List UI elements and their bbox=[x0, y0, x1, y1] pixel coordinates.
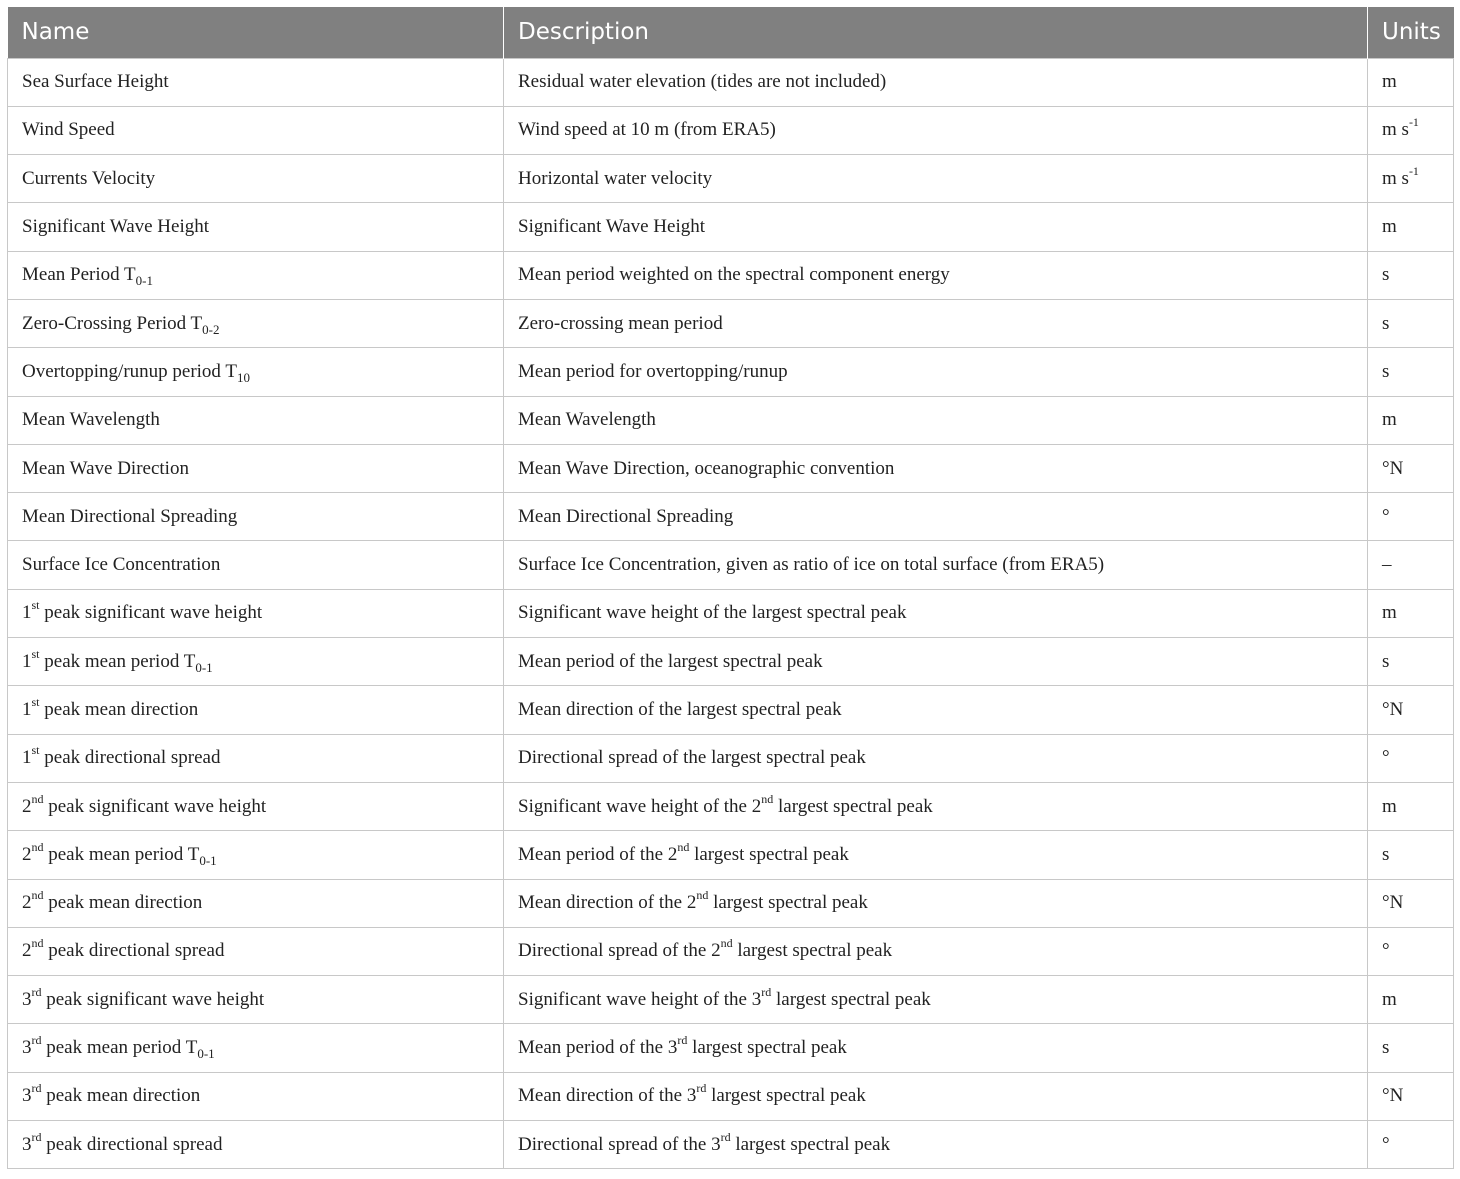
superscript: nd bbox=[720, 936, 733, 951]
cell-description bbox=[504, 734, 1368, 782]
text-segment: Significant wave height of the 3 bbox=[518, 988, 762, 1010]
cell-units bbox=[1368, 58, 1454, 106]
text-segment: s bbox=[1382, 312, 1390, 334]
cell-name bbox=[8, 251, 504, 299]
cell-units bbox=[1368, 251, 1454, 299]
text-segment: Directional spread of the 3 bbox=[518, 1133, 721, 1155]
text-segment: 3 bbox=[22, 988, 32, 1010]
text-segment: peak significant wave height bbox=[43, 795, 267, 817]
text-segment: largest spectral peak bbox=[773, 795, 933, 817]
text-segment: 3 bbox=[22, 1085, 32, 1107]
superscript: rd bbox=[31, 1129, 42, 1144]
superscript: rd bbox=[31, 1033, 42, 1048]
text-segment: largest spectral peak bbox=[687, 1037, 847, 1059]
superscript: nd bbox=[696, 888, 709, 903]
superscript: nd bbox=[31, 888, 44, 903]
text-segment: – bbox=[1382, 554, 1392, 576]
table-row bbox=[8, 927, 1454, 975]
cell-description bbox=[504, 348, 1368, 396]
text-segment: Significant Wave Height bbox=[22, 216, 210, 238]
superscript: rd bbox=[31, 984, 42, 999]
cell-description bbox=[504, 1121, 1368, 1169]
text-segment: m s bbox=[1382, 167, 1409, 189]
text-segment: Mean direction of the 2 bbox=[518, 892, 697, 914]
text-segment: Surface Ice Concentration, given as ratio of ice on total surface (from ERA5) bbox=[518, 554, 1105, 576]
text-segment: peak directional spread bbox=[41, 1133, 223, 1155]
cell-units bbox=[1368, 589, 1454, 637]
table-row bbox=[8, 396, 1454, 444]
cell-name bbox=[8, 58, 504, 106]
text-segment: m bbox=[1382, 795, 1397, 817]
cell-description bbox=[504, 444, 1368, 492]
cell-name bbox=[8, 348, 504, 396]
text-segment: Sea Surface Height bbox=[22, 71, 169, 93]
subscript: 0-1 bbox=[199, 852, 217, 868]
cell-units bbox=[1368, 493, 1454, 541]
cell-description bbox=[504, 1072, 1368, 1120]
text-segment: Mean period of the 3 bbox=[518, 1037, 678, 1059]
superscript: nd bbox=[677, 839, 690, 854]
text-segment: peak significant wave height bbox=[41, 988, 265, 1010]
text-segment: Surface Ice Concentration bbox=[22, 554, 221, 576]
text-segment: peak mean direction bbox=[39, 699, 199, 720]
text-segment: Mean Directional Spreading bbox=[22, 505, 238, 527]
text-segment: Significant wave height of the largest spectral peak bbox=[518, 602, 907, 624]
cell-name bbox=[8, 831, 504, 879]
header-name: Name bbox=[8, 7, 504, 58]
text-segment: 3 bbox=[22, 1133, 32, 1155]
text-segment: s bbox=[1382, 264, 1390, 286]
text-segment: Wind Speed bbox=[22, 119, 115, 141]
cell-units bbox=[1368, 686, 1454, 734]
superscript: nd bbox=[31, 791, 44, 806]
text-segment: Directional spread of the 2 bbox=[518, 940, 721, 962]
subscript: 0-1 bbox=[195, 659, 213, 675]
table-row bbox=[8, 541, 1454, 589]
header-units: Units bbox=[1368, 7, 1454, 58]
text-segment: m bbox=[1382, 216, 1397, 238]
text-segment: peak significant wave height bbox=[39, 602, 263, 624]
cell-description bbox=[504, 638, 1368, 686]
superscript: st bbox=[31, 743, 40, 758]
text-segment: Residual water elevation (tides are not included) bbox=[518, 71, 887, 93]
text-segment: Mean period for overtopping/runup bbox=[518, 360, 788, 382]
table-row bbox=[8, 348, 1454, 396]
table-row bbox=[8, 299, 1454, 347]
text-segment: Significant wave height of the 2 bbox=[518, 795, 762, 817]
cell-description bbox=[504, 589, 1368, 637]
text-segment: Mean direction of the 3 bbox=[518, 1085, 697, 1107]
table-row bbox=[8, 251, 1454, 299]
superscript: -1 bbox=[1408, 163, 1419, 178]
text-segment: 1 bbox=[22, 602, 32, 624]
text-segment: largest spectral peak bbox=[706, 1085, 866, 1107]
cell-name bbox=[8, 299, 504, 347]
text-segment: s bbox=[1382, 843, 1390, 865]
text-segment: Mean period of the largest spectral peak bbox=[518, 650, 823, 672]
text-segment: Mean Wave Direction, oceanographic convention bbox=[518, 457, 895, 479]
text-segment: Mean period weighted on the spectral component energy bbox=[518, 264, 950, 286]
text-segment: peak directional spread bbox=[39, 747, 221, 769]
cell-name bbox=[8, 493, 504, 541]
header-row bbox=[8, 7, 1454, 58]
cell-description bbox=[504, 251, 1368, 299]
cell-name bbox=[8, 638, 504, 686]
cell-description bbox=[504, 493, 1368, 541]
cell-description bbox=[504, 396, 1368, 444]
text-segment: m s bbox=[1382, 119, 1409, 141]
cell-units bbox=[1368, 734, 1454, 782]
table-row bbox=[8, 1024, 1454, 1072]
superscript: -1 bbox=[1408, 115, 1419, 130]
cell-units bbox=[1368, 541, 1454, 589]
superscript: rd bbox=[761, 984, 772, 999]
text-segment: Zero-Crossing Period T bbox=[22, 312, 203, 334]
cell-units bbox=[1368, 782, 1454, 830]
text-segment: Mean direction of the largest spectral peak bbox=[518, 699, 842, 720]
text-segment: ° bbox=[1382, 940, 1390, 962]
cell-name bbox=[8, 879, 504, 927]
cell-name bbox=[8, 541, 504, 589]
cell-units bbox=[1368, 1024, 1454, 1072]
text-segment: peak mean period T bbox=[41, 1037, 198, 1059]
text-segment: largest spectral peak bbox=[689, 843, 849, 865]
text-segment: Mean Wave Direction bbox=[22, 457, 189, 479]
cell-name bbox=[8, 686, 504, 734]
cell-units bbox=[1368, 444, 1454, 492]
cell-description bbox=[504, 58, 1368, 106]
text-segment: Zero-crossing mean period bbox=[518, 312, 723, 334]
text-segment: m bbox=[1382, 602, 1397, 624]
cell-description bbox=[504, 106, 1368, 154]
cell-units bbox=[1368, 1072, 1454, 1120]
text-segment: 1 bbox=[22, 747, 32, 769]
cell-units bbox=[1368, 927, 1454, 975]
text-segment: ° bbox=[1382, 1133, 1390, 1155]
header-description: Description bbox=[504, 7, 1368, 58]
cell-description bbox=[504, 927, 1368, 975]
text-segment: largest spectral peak bbox=[730, 1133, 891, 1155]
cell-description bbox=[504, 976, 1368, 1024]
superscript: rd bbox=[696, 1081, 707, 1096]
table-header bbox=[8, 7, 1454, 58]
cell-units bbox=[1368, 638, 1454, 686]
cell-name bbox=[8, 782, 504, 830]
text-segment: Overtopping/runup period T bbox=[22, 360, 237, 382]
superscript: nd bbox=[31, 839, 44, 854]
cell-units bbox=[1368, 879, 1454, 927]
cell-name bbox=[8, 734, 504, 782]
text-segment: largest spectral peak bbox=[732, 940, 893, 962]
table-row bbox=[8, 155, 1454, 203]
table-row bbox=[8, 493, 1454, 541]
text-segment: 2 bbox=[22, 892, 32, 914]
cell-units bbox=[1368, 1121, 1454, 1169]
text-segment: Mean Directional Spreading bbox=[518, 505, 734, 527]
cell-name bbox=[8, 1121, 504, 1169]
cell-name bbox=[8, 1024, 504, 1072]
subscript: 0-1 bbox=[135, 273, 153, 289]
table-body bbox=[8, 58, 1454, 1169]
text-segment: Mean Wavelength bbox=[518, 409, 656, 431]
superscript: rd bbox=[720, 1129, 731, 1144]
text-segment: peak mean period T bbox=[43, 843, 200, 865]
superscript: nd bbox=[31, 936, 44, 951]
text-segment: peak mean direction bbox=[43, 892, 203, 914]
text-segment: largest spectral peak bbox=[708, 892, 868, 914]
text-segment: s bbox=[1382, 1037, 1390, 1059]
text-segment: peak mean direction bbox=[41, 1085, 201, 1107]
text-segment: °N bbox=[1382, 699, 1404, 720]
text-segment: s bbox=[1382, 360, 1390, 382]
text-segment: Horizontal water velocity bbox=[518, 167, 713, 189]
table-row bbox=[8, 203, 1454, 251]
cell-units bbox=[1368, 106, 1454, 154]
table-row bbox=[8, 58, 1454, 106]
table-row bbox=[8, 976, 1454, 1024]
cell-description bbox=[504, 541, 1368, 589]
text-segment: Currents Velocity bbox=[22, 167, 156, 189]
table-row bbox=[8, 1121, 1454, 1169]
superscript: st bbox=[31, 598, 40, 613]
text-segment: Wind speed at 10 m (from ERA5) bbox=[518, 119, 776, 141]
text-segment: ° bbox=[1382, 747, 1390, 769]
cell-name bbox=[8, 203, 504, 251]
table-row bbox=[8, 782, 1454, 830]
cell-description bbox=[504, 782, 1368, 830]
cell-units bbox=[1368, 976, 1454, 1024]
variables-table-container bbox=[7, 7, 1453, 1169]
text-segment: m bbox=[1382, 988, 1397, 1010]
cell-description bbox=[504, 1024, 1368, 1072]
table-row bbox=[8, 106, 1454, 154]
text-segment: °N bbox=[1382, 457, 1404, 479]
text-segment: Mean period of the 2 bbox=[518, 843, 678, 865]
text-segment: s bbox=[1382, 650, 1390, 672]
table-row bbox=[8, 1072, 1454, 1120]
cell-name bbox=[8, 589, 504, 637]
text-segment: Directional spread of the largest spectral peak bbox=[518, 747, 866, 769]
subscript: 0-1 bbox=[197, 1046, 215, 1062]
table-row bbox=[8, 879, 1454, 927]
cell-name bbox=[8, 1072, 504, 1120]
text-segment: 1 bbox=[22, 699, 32, 720]
text-segment: largest spectral peak bbox=[771, 988, 931, 1010]
subscript: 10 bbox=[236, 369, 250, 385]
table-row bbox=[8, 686, 1454, 734]
text-segment: °N bbox=[1382, 892, 1404, 914]
superscript: nd bbox=[761, 791, 774, 806]
cell-description bbox=[504, 299, 1368, 347]
table-row bbox=[8, 589, 1454, 637]
table-row bbox=[8, 831, 1454, 879]
text-segment: 1 bbox=[22, 650, 32, 672]
cell-units bbox=[1368, 203, 1454, 251]
text-segment: peak directional spread bbox=[43, 940, 225, 962]
text-segment: 2 bbox=[22, 843, 32, 865]
cell-description bbox=[504, 831, 1368, 879]
cell-name bbox=[8, 155, 504, 203]
cell-description bbox=[504, 879, 1368, 927]
text-segment: Mean Wavelength bbox=[22, 409, 160, 431]
text-segment: m bbox=[1382, 71, 1397, 93]
cell-description bbox=[504, 686, 1368, 734]
text-segment: peak mean period T bbox=[39, 650, 196, 672]
text-segment: 3 bbox=[22, 1037, 32, 1059]
cell-units bbox=[1368, 348, 1454, 396]
cell-units bbox=[1368, 155, 1454, 203]
text-segment: °N bbox=[1382, 1085, 1404, 1107]
table-row bbox=[8, 444, 1454, 492]
subscript: 0-2 bbox=[202, 321, 220, 337]
text-segment: Significant Wave Height bbox=[518, 216, 706, 238]
superscript: st bbox=[31, 695, 40, 709]
text-segment: Mean Period T bbox=[22, 264, 136, 286]
cell-units bbox=[1368, 396, 1454, 444]
cell-name bbox=[8, 927, 504, 975]
cell-description bbox=[504, 155, 1368, 203]
cell-name bbox=[8, 396, 504, 444]
cell-name bbox=[8, 444, 504, 492]
superscript: st bbox=[31, 646, 40, 661]
cell-name bbox=[8, 976, 504, 1024]
cell-name bbox=[8, 106, 504, 154]
table-row bbox=[8, 638, 1454, 686]
text-segment: m bbox=[1382, 409, 1397, 431]
cell-units bbox=[1368, 831, 1454, 879]
table-row bbox=[8, 734, 1454, 782]
cell-description bbox=[504, 203, 1368, 251]
text-segment: 2 bbox=[22, 940, 32, 962]
cell-units bbox=[1368, 299, 1454, 347]
superscript: rd bbox=[31, 1081, 42, 1096]
text-segment: 2 bbox=[22, 795, 32, 817]
variables-table bbox=[7, 7, 1454, 1169]
superscript: rd bbox=[677, 1033, 688, 1048]
text-segment: ° bbox=[1382, 505, 1390, 527]
